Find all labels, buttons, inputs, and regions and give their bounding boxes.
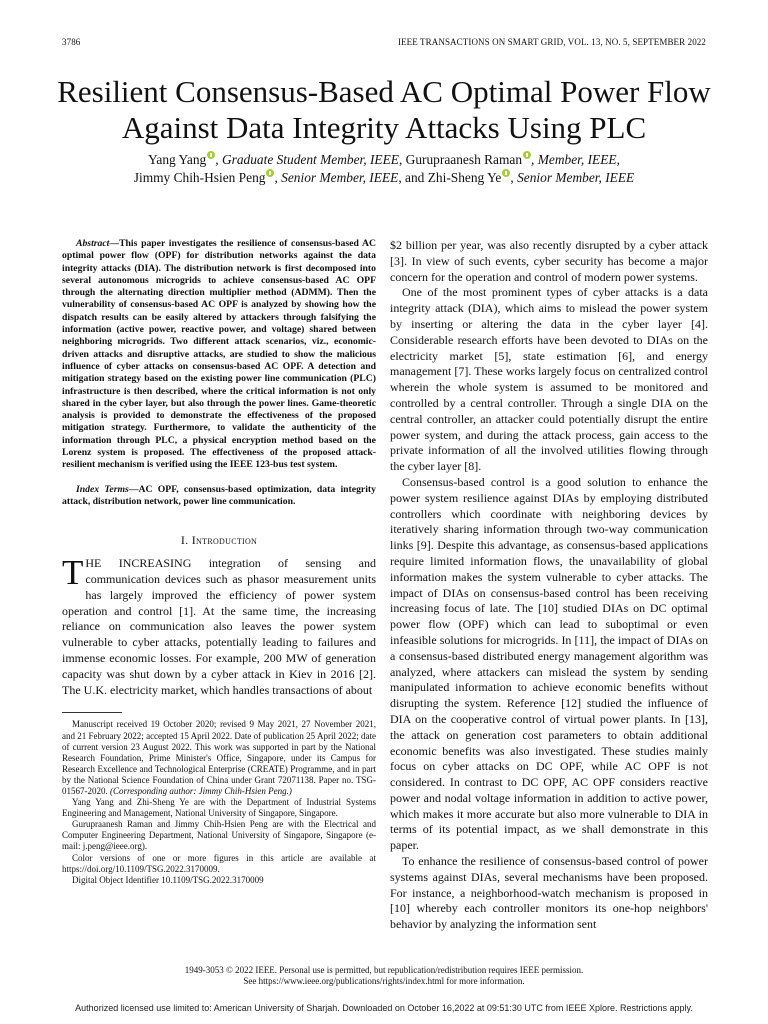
copyright-line-1: 1949-3053 © 2022 IEEE. Personal use is permitted, but republication/redistribution requires IEEE permission. (184, 965, 584, 975)
orcid-icon[interactable] (502, 169, 510, 177)
author-role: Member, IEEE (537, 152, 617, 167)
author-name: Gurupraanesh Raman (405, 152, 523, 167)
author-list (40, 151, 728, 187)
intro-text: integration of sensing and communication devices such as phasor measurement units has largely improved the efficiency of power system operation and control [1]. At the same time, the increasing reliance on communication also leaves the power system vulnerable to cyber attacks, potentially leading to failures and immense economic losses. For example, 200 MW of generation capacity was shut down by a cyber attack in Kiev in 2016 [2]. The U.K. electricity market, which handles transactions of about (62, 556, 376, 697)
author-role: Graduate Student Member, IEEE (221, 152, 399, 167)
index-terms (62, 484, 376, 509)
orcid-icon[interactable] (207, 151, 215, 159)
section-number: I. (180, 533, 189, 548)
left-column (62, 238, 376, 886)
index-terms-text: —AC OPF, consensus-based optimization, data integrity attack, distribution network, power line communication. (62, 483, 376, 507)
journal-header: IEEE TRANSACTIONS ON SMART GRID, VOL. 13, NO. 5, SEPTEMBER 2022 (397, 37, 706, 47)
abstract (62, 238, 376, 472)
copyright-line-2: See https://www.ieee.org/publications/rights/index.html for more information. (243, 976, 525, 986)
body-paragraph: To enhance the resilience of consensus-based control of power systems against DIAs, several mechanisms have been proposed. For instance, a neighborhood-watch mechanism is proposed in [10] whereby each controller monitors its one-hop neighbors' behavior by analyzing the information sent (390, 854, 708, 932)
copyright-notice (40, 965, 728, 987)
download-notice: Authorized licensed use limited to: American University of Sharjah. Downloaded on October 16,2022 at 09:51:30 UTC from IEEE Xplore. Restrictions apply. (75, 1003, 693, 1013)
drop-cap: T (62, 553, 84, 593)
author-line-1: Yang Yang , Graduate Student Member, IEEE, Gurupraanesh Raman , Member, IEEE, (148, 152, 620, 167)
abstract-lead: Abstract (76, 238, 110, 249)
author-name: Zhi-Sheng Ye (427, 170, 502, 185)
intro-paragraph (62, 553, 376, 698)
abstract-text: —This paper investigates the resilience of consensus-based AC optimal power flow (OPF) for distribution networks against the data integrity attacks (DIA). The distribution network is first decomposed into several autonomous microgrids to achieve consensus-based AC OPF through the alternating direction multiplier method (ADMM). Then the vulnerability of consensus-based AC OPF is analyzed by showing how the dispatch results can be easily altered by attackers through falsifying the information (active power, reactive power, and voltage) shared between neighboring microgrids. Two different attack scenarios, viz., economic-driven attacks and disruptive attacks, are studied to show the malicious influence of cyber attacks on consensus-based AC OPF. A detection and mitigation strategy based on the existing power line communication (PLC) infrastructure is then described, where the critical information is not only shared in the cyber layer, but also through the power lines. Game-theoretic analysis is provided to demonstrate the effectiveness of the proposed mitigation strategy. Furthermore, to validate the authenticity of the information through PLC, a physical encryption method based on the Lorenz system is proposed. The effectiveness of the proposed attack-resilient mechanism is verified using the IEEE 123-bus test system. (62, 238, 376, 471)
footnote-affiliation-2: Gurupraanesh Raman and Jimmy Chih-Hsien Peng are with the Electrical and Computer Engineering Department, National University of Singapore, Singapore (e-mail: j.peng@ieee.org). (62, 819, 376, 852)
footnote-divider (62, 712, 122, 713)
title-line-2: Against Data Integrity Attacks Using PLC (121, 110, 647, 145)
intro-caps: HE INCREASING (85, 556, 192, 571)
body-paragraph: Consensus-based control is a good solution to enhance the power system resilience against DIAs by employing distributed controllers which coordinate with neighboring devices by iteratively sharing information through two-way communication links [9]. Despite this advantage, as consensus-based applications require limited information flows, the unavailability of global information makes the system vulnerable to cyber attacks. The impact of DIAs on consensus-based control has been receiving increasing focus of late. The [10] studied DIAs on DC optimal power flow (OPF) which can lead to suboptimal or even infeasible solutions for microgrids. In [11], the impact of DIAs on a consensus-based distributed energy management algorithm was analyzed, where attackers can mislead the system by sending manipulated information to achieve economic benefits without disrupting the system. Reference [12] studied the influence of DIA on the cooperative control of virtual power plants. In [13], the attack on generation cost parameters to obtain additional economic benefits was also investigated. These studies mainly focus on cyber attacks on DC OPF, while AC OPF is not considered. In contrast to DC OPF, AC OPF considers reactive power and nodal voltage information in addition to active power, which makes it more accurate but also more vulnerable to DIA in terms of its potential impact, as we shall demonstrate in this paper. (390, 474, 708, 853)
section-heading (62, 533, 376, 548)
footnote-manuscript (62, 719, 376, 797)
body-paragraph: One of the most prominent types of cyber attacks is a data integrity attack (DIA), which aims to mislead the power system by inserting or altering the data in the cyber layer [4]. Considerable research efforts have been devoted to DIAs on the electricity market [5], state estimation [6], and energy management [7]. These works largely focus on centralized control wherein the whole system is assumed to be monitored and controlled by a central controller. Through a single DIA on the central controller, an attacker could potentially disrupt the entire power system, and during the attack process, gain access to the private information of all the involved utilities flowing through the cyber layer [8]. (390, 285, 708, 474)
footnote-text: Manuscript received 19 October 2020; revised 9 May 2021, 27 November 2021, and 21 February 2022; accepted 15 April 2022. Date of publication 25 April 2022; date of current version 23 August 2022. This work was supported in part by the National Research Foundation, Prime Minister's Office, Singapore, under its Campus for Research Excellence and Technological Enterprise (CREATE) Programme, and in part by the National Science Foundation of China under Grant 72071138. Paper no. TSG-01567-2020. (62, 719, 376, 796)
page-number: 3786 (62, 37, 81, 47)
orcid-icon[interactable] (266, 169, 274, 177)
author-conjunction: and (405, 170, 425, 185)
paper-title (40, 74, 728, 146)
index-terms-lead: Index Terms (76, 483, 129, 495)
title-line-1: Resilient Consensus-Based AC Optimal Power Flow (57, 74, 711, 109)
body-paragraph: $2 billion per year, was also recently disrupted by a cyber attack [3]. In view of such events, cyber security has become a major concern for the operation and control of modern power systems. (390, 238, 708, 284)
footnote-affiliation-1: Yang Yang and Zhi-Sheng Ye are with the Department of Industrial Systems Engineering and Management, National University of Singapore, Singapore. (62, 797, 376, 819)
author-name: Yang Yang (148, 152, 207, 167)
author-line-2: Jimmy Chih-Hsien Peng , Senior Member, IEEE, and Zhi-Sheng Ye , Senior Member, IEEE (133, 170, 635, 185)
author-name: Jimmy Chih-Hsien Peng (133, 170, 266, 185)
author-role: Senior Member, IEEE (281, 170, 399, 185)
corresponding-author: (Corresponding author: Jimmy Chih-Hsien Peng.) (110, 785, 292, 796)
orcid-icon[interactable] (523, 151, 531, 159)
right-column (390, 238, 708, 933)
section-title: Introduction (191, 533, 258, 548)
footnote-doi: Digital Object Identifier 10.1109/TSG.2022.3170009 (72, 874, 264, 885)
footnote-color: Color versions of one or more figures in this article are available at https://doi.org/10.1109/TSG.2022.3170009. (62, 852, 376, 874)
author-role: Senior Member, IEEE (517, 170, 635, 185)
